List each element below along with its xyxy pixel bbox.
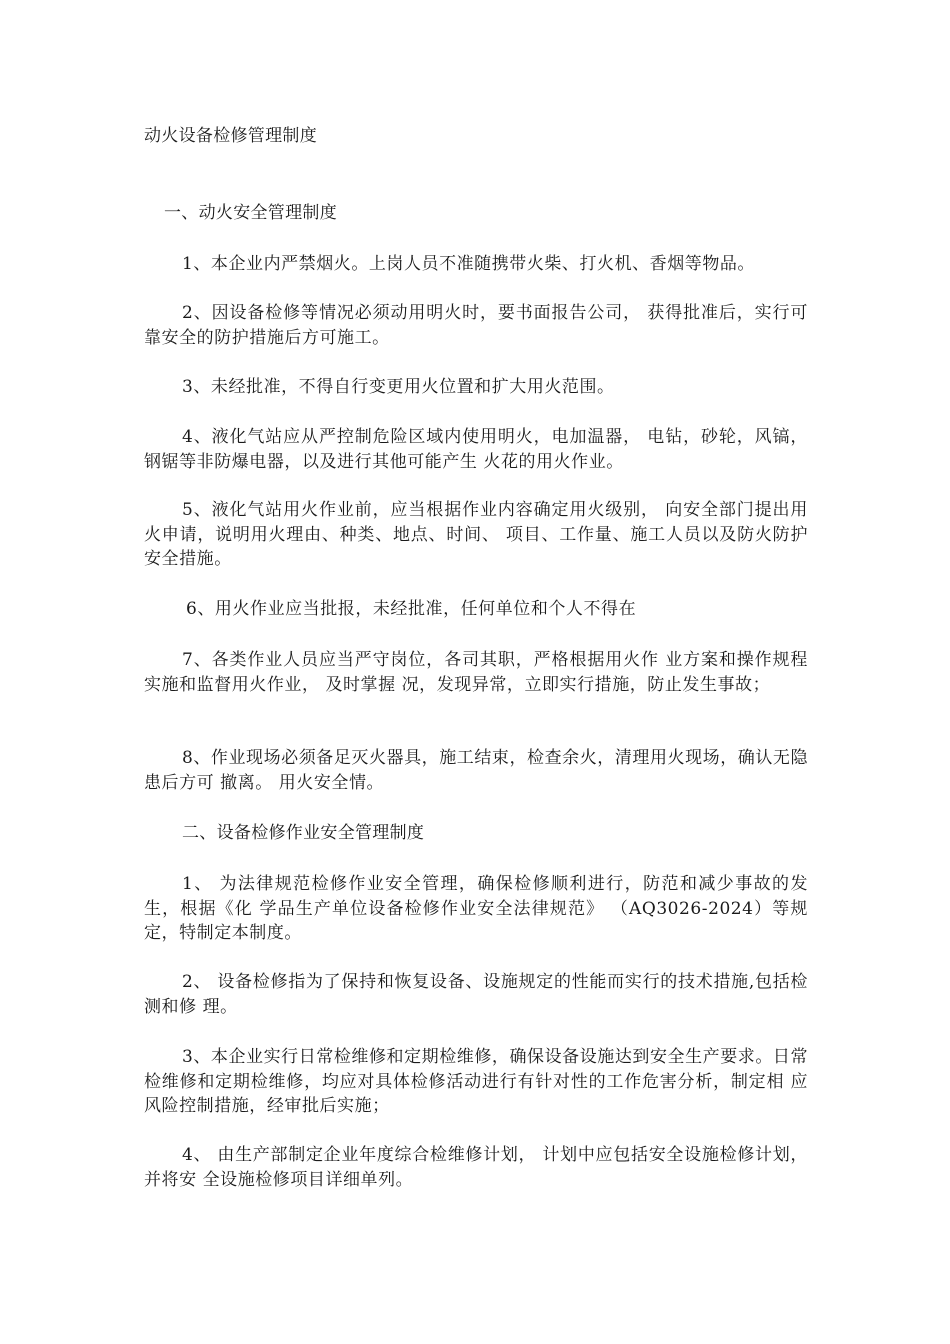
section-1-item-2: 2、因设备检修等情况必须动用明火时，要书面报告公司， 获得批准后，实行可靠安全的防护措施后方可施工。 <box>144 303 808 348</box>
section-2-item-1: 1、 为法律规范检修作业安全管理，确保检修顺利进行，防范和减少事故的发生，根据《化 学品生产单位设备检修作业安全法律规范》 （AQ3026-2024）等规定，特制定本制度。 <box>144 874 808 943</box>
document-title: 动火设备检修管理制度 <box>144 126 317 146</box>
section-2-heading: 二、设备检修作业安全管理制度 <box>182 823 425 843</box>
section-1-heading: 一、动火安全管理制度 <box>164 203 337 223</box>
section-1-item-7: 7、各类作业人员应当严守岗位，各司其职，严格根据用火作 业方案和操作规程实施和监督用火作业， 及时掌握 况，发现异常，立即实行措施，防止发生事故； <box>144 650 808 695</box>
section-1-item-1: 1、本企业内严禁烟火。上岗人员不准随携带火柴、打火机、香烟等物品。 <box>182 254 755 274</box>
section-2-item-3: 3、本企业实行日常检维修和定期检维修，确保设备设施达到安全生产要求。日常检维修和定期检维修，均应对具体检修活动进行有针对性的工作危害分析，制定相 应风险控制措施，经审批后实施； <box>144 1047 808 1116</box>
section-1-item-4: 4、液化气站应从严控制危险区域内使用明火，电加温器， 电钻，砂轮，风镐，钢锯等非防爆电器，以及进行其他可能产生 火花的用火作业。 <box>144 427 808 472</box>
section-1-item-6: 6、用火作业应当批报，未经批准，任何单位和个人不得在 <box>186 599 637 619</box>
section-1-item-5: 5、液化气站用火作业前，应当根据作业内容确定用火级别， 向安全部门提出用火申请，说明用火理由、种类、地点、时间、 项目、工作量、施工人员以及防火防护安全措施。 <box>144 500 808 569</box>
section-2-item-4: 4、 由生产部制定企业年度综合检维修计划， 计划中应包括安全设施检修计划， 并将安 全设施检修项目详细单列。 <box>144 1145 808 1190</box>
section-1-item-3: 3、未经批准，不得自行变更用火位置和扩大用火范围。 <box>182 377 615 397</box>
section-2-item-2: 2、 设备检修指为了保持和恢复设备、设施规定的性能而实行的技术措施,包括检测和修 理。 <box>144 972 808 1017</box>
section-1-item-8: 8、作业现场必须备足灭火器具，施工结束，检查余火，清理用火现场，确认无隐患后方可 撤离。 用火安全情。 <box>144 748 808 793</box>
